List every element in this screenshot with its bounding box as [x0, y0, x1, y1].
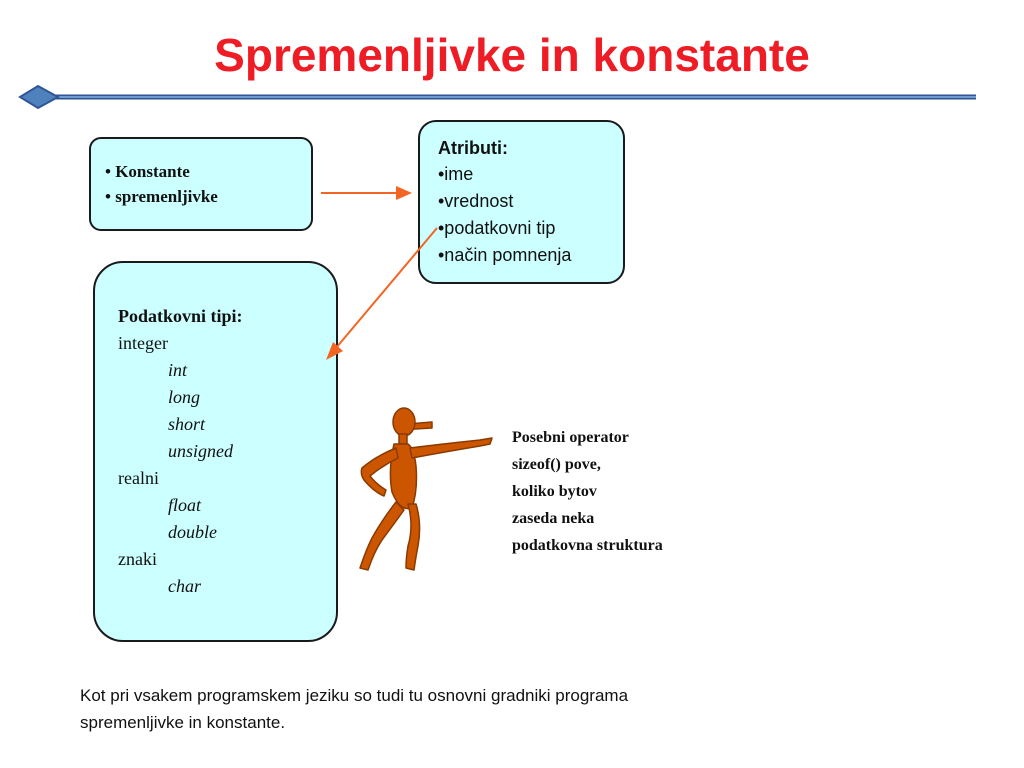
note-line: Posebni operator	[512, 429, 629, 446]
note-line: podatkovna struktura	[512, 537, 663, 554]
attribute-item: •vrednost	[438, 191, 514, 211]
sizeof-note	[512, 424, 663, 559]
type-category: znaki	[118, 549, 157, 569]
attribute-item: •način pomnenja	[438, 245, 572, 265]
type-category: integer	[118, 333, 168, 353]
type-item: double	[168, 522, 217, 542]
arrow-diagonal-icon	[326, 228, 437, 360]
type-item: unsigned	[168, 441, 233, 461]
data-types-heading: Podatkovni tipi:	[118, 306, 243, 326]
attribute-item: •podatkovni tip	[438, 218, 556, 238]
arrow-right-icon	[321, 186, 412, 200]
slide-caption	[80, 682, 880, 736]
note-line: zaseda neka	[512, 510, 595, 527]
kinds-item: • Konstante	[105, 162, 190, 181]
type-item: int	[168, 360, 188, 380]
type-item: long	[168, 387, 201, 407]
type-category: realni	[118, 468, 159, 488]
attribute-item: •ime	[438, 164, 474, 184]
note-line: koliko bytov	[512, 483, 597, 500]
type-item: float	[168, 495, 202, 515]
note-line: sizeof() pove,	[512, 456, 601, 473]
kinds-item: • spremenljivke	[105, 187, 218, 206]
type-item: short	[168, 414, 206, 434]
caption-line: Kot pri vsakem programskem jeziku so tudi tu osnovni gradniki programa	[80, 686, 629, 705]
pointing-figure-icon	[352, 400, 497, 575]
slide-title: Spremenljivke in konstante	[214, 29, 810, 81]
caption-line: spremenljivke in konstante.	[80, 713, 286, 732]
attributes-heading: Atributi:	[438, 138, 508, 158]
type-item: char	[168, 576, 201, 596]
